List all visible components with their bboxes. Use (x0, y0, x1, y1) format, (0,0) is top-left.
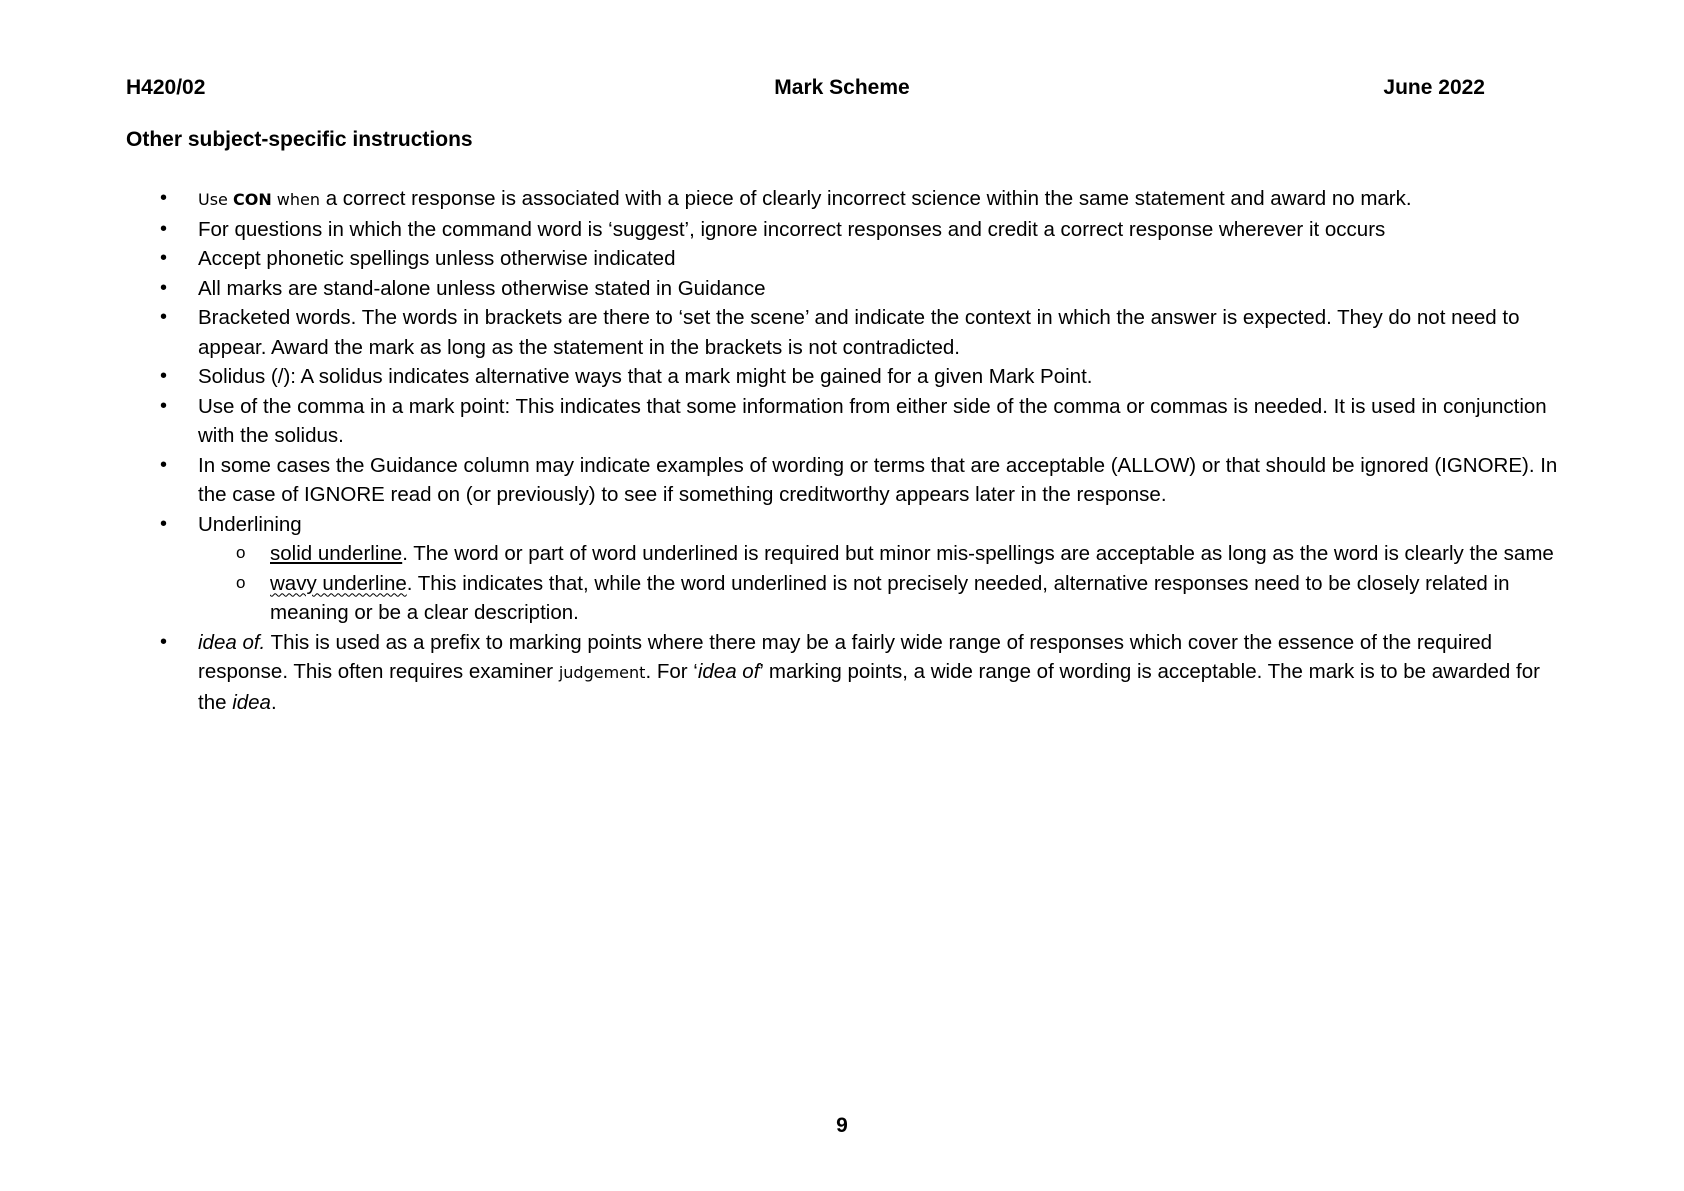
idea-of-text-2: . For ‘ (645, 660, 698, 683)
solid-underline-text: . The word or part of word underlined is required but minor mis-spellings are acceptable as long as the word is clearly the same (402, 542, 1554, 565)
exam-date: June 2022 (1383, 76, 1485, 99)
wavy-underline-text: . This indicates that, while the word underlined is not precisely needed, alternative responses need to be closely related in meaning or be a clear description. (270, 571, 1510, 624)
con-text: a correct response is associated with a piece of clearly incorrect science within the same statement and award no mark. (320, 187, 1412, 210)
underlining-label: Underlining (198, 512, 302, 536)
list-item-idea-of (126, 628, 1566, 718)
idea-of-term-3: idea (232, 690, 271, 714)
list-item-comma: • Use of the comma in a mark point: This indicates that some information from either side of the comma or commas is needed. It is used in conjunction with the solidus. (126, 392, 1566, 451)
idea-of-text-3: ’ marking points, a wide range of wording is acceptable. The mark is to be awarded for the (198, 660, 1540, 714)
instructions-list (126, 184, 1566, 717)
document-title: Mark Scheme (774, 76, 910, 99)
con-prefix: Use (198, 190, 233, 209)
list-item-solidus: • Solidus (/): A solidus indicates alternative ways that a mark might be gained for a given Mark Point. (126, 362, 1566, 392)
idea-of-text-1: This is used as a prefix to marking points where there may be a fairly wide range of responses which cover the essence of the required response. This often requires examiner (198, 630, 1493, 683)
con-when: when (271, 190, 321, 209)
page-number: 9 (836, 1114, 848, 1137)
con-keyword: CON (232, 190, 272, 209)
underlining-sublist (198, 539, 1566, 628)
list-item-con (126, 184, 1566, 215)
list-item-suggest: • For questions in which the command word is ‘suggest’, ignore incorrect responses and credit a correct response wherever it occurs (126, 215, 1566, 245)
list-item-standalone: • All marks are stand-alone unless otherwise stated in Guidance (126, 274, 1566, 304)
section-title: Other subject-specific instructions (126, 128, 473, 151)
idea-of-term: idea of. (198, 630, 266, 654)
idea-of-end: . (270, 690, 277, 714)
paper-code: H420/02 (126, 76, 206, 99)
list-item-guidance: • In some cases the Guidance column may indicate examples of wording or terms that are acceptable (ALLOW) or that should be ignored (IGNORE). In the case of IGNORE read on (or previously) to see if something creditworthy appears later in the response. (126, 451, 1566, 510)
sub-item-solid (198, 539, 1566, 569)
list-item-phonetic: • Accept phonetic spellings unless otherwise indicated (126, 244, 1566, 274)
idea-of-term-2: idea of (697, 660, 760, 683)
solid-underline-term: solid underline (270, 542, 403, 565)
list-item-bracketed: • Bracketed words. The words in brackets are there to ‘set the scene’ and indicate the context in which the answer is expected. They do not need to appear. Award the mark as long as the statement in the brackets is not contradicted. (126, 303, 1566, 362)
idea-of-judgement: judgement (558, 663, 646, 682)
sub-item-wavy (198, 569, 1566, 628)
wavy-underline-term: wavy underline (270, 571, 407, 595)
list-item-underlining (126, 510, 1566, 628)
